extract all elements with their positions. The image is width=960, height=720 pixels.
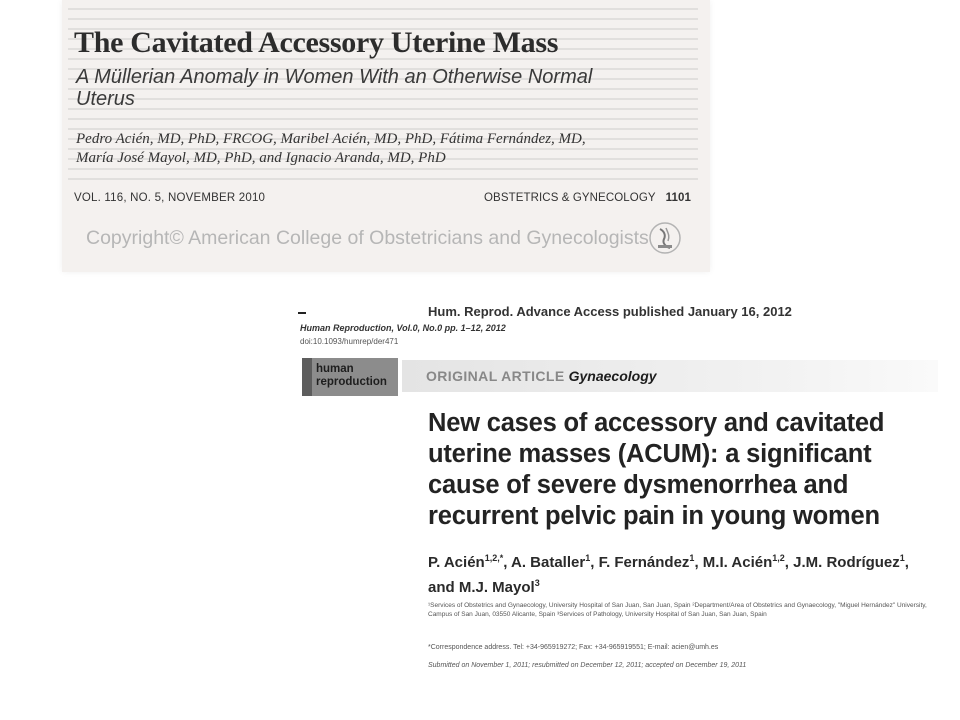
section-label: ORIGINAL ARTICLE <box>426 368 565 384</box>
volume-info: VOL. 116, NO. 5, NOVEMBER 2010 <box>74 192 266 204</box>
page-number: 1101 <box>665 192 691 204</box>
author-list <box>76 130 676 168</box>
copyright-watermark: Copyright© American College of Obstetricians and Gynecologists <box>86 227 649 249</box>
author-line: Pedro Acién, MD, PhD, FRCOG, Maribel Acién, MD, PhD, Fátima Fernández, MD, <box>76 131 586 147</box>
author: P. Acién$^{1,2,*}$, <box>428 553 511 571</box>
author: A. Bataller$^1$, <box>511 553 599 571</box>
paper-clipping-human-reproduction <box>298 296 938 700</box>
submission-dates: Submitted on November 1, 2011; resubmitted on December 12, 2011; accepted on December 19, 2011 <box>428 662 747 669</box>
author-line: María José Mayol, MD, PhD, and Ignacio Aranda, MD, PhD <box>76 150 446 166</box>
advance-access-notice: Hum. Reprod. Advance Access published January 16, 2012 <box>428 304 792 319</box>
article-title: New cases of accessory and cavitated uterine masses (ACUM): a significant cause of severe dysmenorrhea and recurrent pelvic pain in young women <box>428 409 885 530</box>
college-seal-icon <box>648 221 682 255</box>
logo-word: human <box>316 363 354 375</box>
author: J.M. Rodríguez$^1$, <box>793 553 909 571</box>
article-subtitle: A Müllerian Anomaly in Women With an Otherwise Normal Uterus <box>76 66 593 110</box>
mark-dash <box>298 312 306 314</box>
logo-block <box>302 358 312 396</box>
human-reproduction-logo <box>302 358 398 396</box>
logo-word: reproduction <box>316 376 387 388</box>
author: and M.J. Mayol$^3$ <box>428 578 540 596</box>
author: F. Fernández$^1$, <box>598 553 703 571</box>
section-header <box>426 368 657 384</box>
journal-footer <box>484 192 691 204</box>
journal-name: OBSTETRICS & GYNECOLOGY <box>484 192 656 204</box>
section-topic: Gynaecology <box>568 368 657 384</box>
paper-clipping-obstetrics-gynecology <box>62 0 710 272</box>
affiliations: ¹Services of Obstetrics and Gynaecology, University Hospital of San Juan, San Juan, Spain ²Department/Area of Obstetrics and Gynaecology, "Miguel Hernández" University, Campus of San Juan, 03550 Alicante, Spain ³Services of Pathology, University Hospital of San Juan, San Juan, Spain <box>428 602 927 618</box>
article-title: The Cavitated Accessory Uterine Mass <box>74 26 559 59</box>
correspondence: *Correspondence address. Tel: +34-965919272; Fax: +34-965919551; E-mail: acien@umh.es <box>428 644 719 651</box>
doi: doi:10.1093/humrep/der471 <box>300 337 399 346</box>
author-list <box>428 548 936 598</box>
author: M.I. Acién$^{1,2}$, <box>702 553 794 571</box>
journal-citation: Human Reproduction, Vol.0, No.0 pp. 1–12, 2012 <box>300 323 506 333</box>
logo-text <box>316 363 387 389</box>
